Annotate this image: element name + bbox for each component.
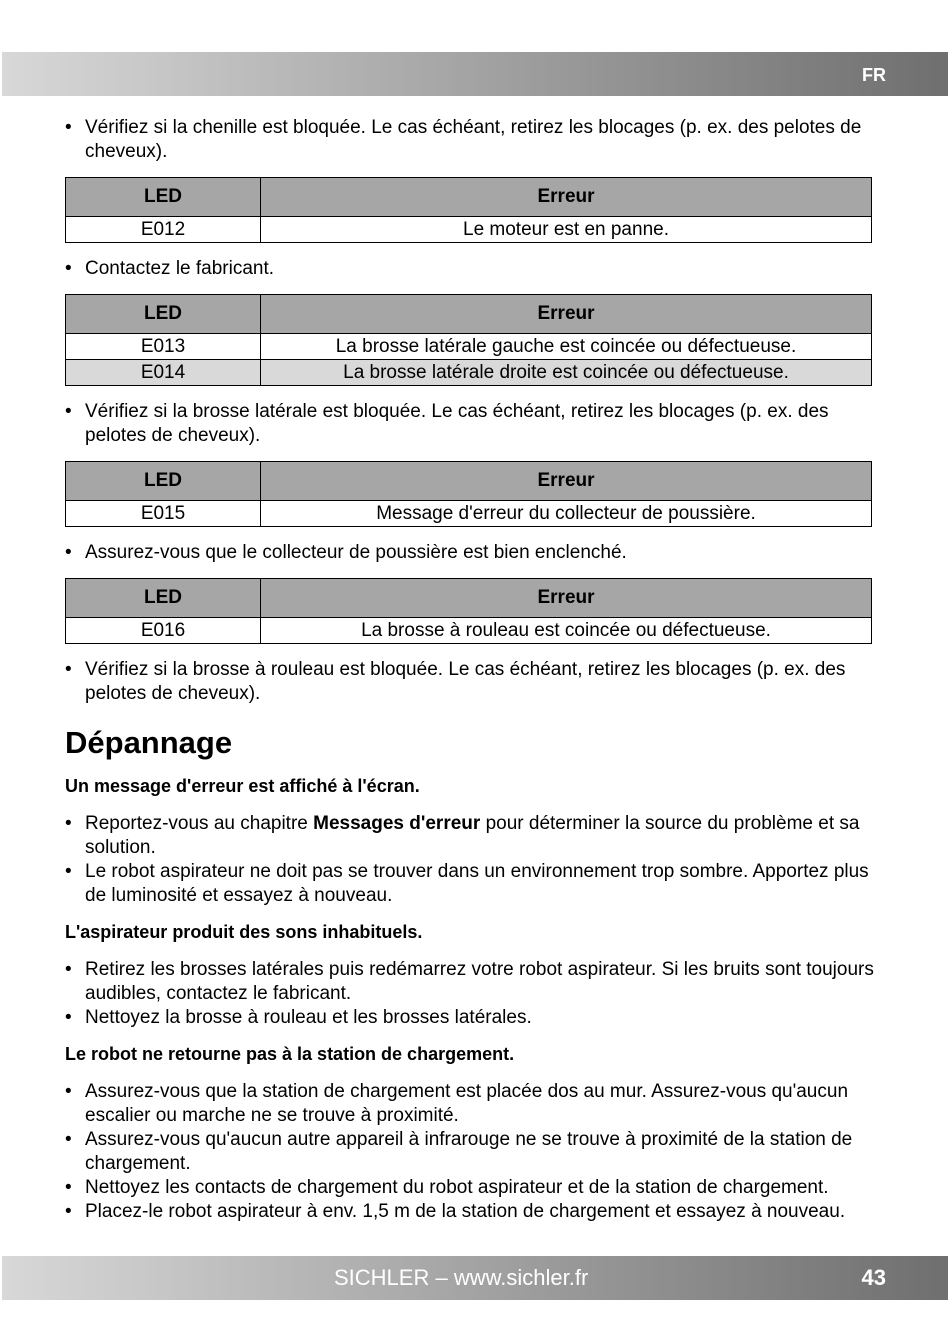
list-item: • Vérifiez si la brosse à rouleau est bloquée. Le cas échéant, retirez les blocages (p. ex. des pelotes de cheveux). (65, 659, 846, 704)
bullet-icon: • (65, 813, 72, 834)
led-code: E012 (66, 217, 261, 243)
page-number: 43 (861, 1265, 886, 1290)
bullet-list (65, 116, 883, 164)
list-item: • Retirez les brosses latérales puis redémarrez votre robot aspirateur. Si les bruits sont toujours audibles, contactez le fabricant. (65, 959, 874, 1004)
chapter-reference: Messages d'erreur (313, 813, 481, 834)
bullet-icon: • (65, 1129, 72, 1150)
column-header-error: Erreur (261, 462, 872, 501)
footer-bar (2, 1256, 948, 1300)
error-description: La brosse latérale gauche est coincée ou défectueuse. (261, 334, 872, 360)
bullet-icon: • (65, 659, 72, 680)
error-description: Message d'erreur du collecteur de poussière. (261, 501, 872, 527)
bullet-icon: • (65, 117, 72, 138)
list-item: • Reportez-vous au chapitre Messages d'erreur pour déterminer la source du problème et sa solution. (65, 813, 860, 858)
bullet-list (65, 958, 883, 1030)
table-header-row (66, 579, 872, 618)
bullet-list (65, 541, 883, 565)
error-table-e012 (65, 177, 872, 243)
list-item: • Placez-le robot aspirateur à env. 1,5 m de la station de chargement et essayez à nouveau. (65, 1201, 846, 1222)
problem-heading: L'aspirateur produit des sons inhabituels. (65, 922, 423, 942)
problem-heading: Un message d'erreur est affiché à l'écran. (65, 776, 420, 796)
bullet-icon: • (65, 1201, 72, 1222)
column-header-led: LED (66, 462, 261, 501)
bullet-list (65, 400, 883, 448)
language-label: FR (862, 65, 886, 85)
bullet-icon: • (65, 959, 72, 980)
table-header-row (66, 295, 872, 334)
bullet-list (65, 257, 883, 281)
table-header-row (66, 462, 872, 501)
error-description: Le moteur est en panne. (261, 217, 872, 243)
table-row (66, 501, 872, 527)
bullet-list (65, 658, 883, 706)
page-content (65, 116, 883, 1224)
list-item: • Le robot aspirateur ne doit pas se trouver dans un environnement trop sombre. Apportez plus de luminosité et essayez à nouveau. (65, 861, 869, 906)
bullet-icon: • (65, 1007, 72, 1028)
bullet-list (65, 812, 883, 908)
list-item: • Vérifiez si la chenille est bloquée. Le cas échéant, retirez les blocages (p. ex. des pelotes de cheveux). (65, 117, 862, 162)
column-header-led: LED (66, 178, 261, 217)
list-item: • Nettoyez la brosse à rouleau et les brosses latérales. (65, 1007, 532, 1028)
header-bar (2, 52, 948, 96)
bullet-icon: • (65, 1177, 72, 1198)
footer-website: SICHLER – www.sichler.fr (334, 1265, 589, 1290)
bullet-icon: • (65, 542, 72, 563)
table-row (66, 360, 872, 386)
list-item: • Nettoyez les contacts de chargement du robot aspirateur et de la station de chargement. (65, 1177, 829, 1198)
section-title: Dépannage (65, 725, 233, 760)
list-item: • Assurez-vous qu'aucun autre appareil à infrarouge ne se trouve à proximité de la station de chargement. (65, 1129, 853, 1174)
column-header-error: Erreur (261, 178, 872, 217)
column-header-led: LED (66, 579, 261, 618)
led-code: E015 (66, 501, 261, 527)
led-code: E013 (66, 334, 261, 360)
led-code: E016 (66, 618, 261, 644)
list-item: • Vérifiez si la brosse latérale est bloquée. Le cas échéant, retirez les blocages (p. ex. des pelotes de cheveux). (65, 401, 829, 446)
problem-heading: Le robot ne retourne pas à la station de chargement. (65, 1044, 515, 1064)
error-table-e013-e014 (65, 294, 872, 386)
bullet-icon: • (65, 401, 72, 422)
column-header-led: LED (66, 295, 261, 334)
error-description: La brosse à rouleau est coincée ou défectueuse. (261, 618, 872, 644)
error-description: La brosse latérale droite est coincée ou défectueuse. (261, 360, 872, 386)
table-row (66, 217, 872, 243)
table-row (66, 618, 872, 644)
list-item: • Assurez-vous que le collecteur de poussière est bien enclenché. (65, 542, 627, 563)
error-table-e015 (65, 461, 872, 527)
column-header-error: Erreur (261, 579, 872, 618)
table-header-row (66, 178, 872, 217)
bullet-icon: • (65, 861, 72, 882)
column-header-error: Erreur (261, 295, 872, 334)
list-item: • Contactez le fabricant. (65, 258, 275, 279)
led-code: E014 (66, 360, 261, 386)
bullet-icon: • (65, 258, 72, 279)
list-item: • Assurez-vous que la station de chargement est placée dos au mur. Assurez-vous qu'aucun escalier ou marche ne se trouve à proximité. (65, 1081, 849, 1126)
table-row (66, 334, 872, 360)
bullet-icon: • (65, 1081, 72, 1102)
error-table-e016 (65, 578, 872, 644)
bullet-list (65, 1080, 883, 1224)
